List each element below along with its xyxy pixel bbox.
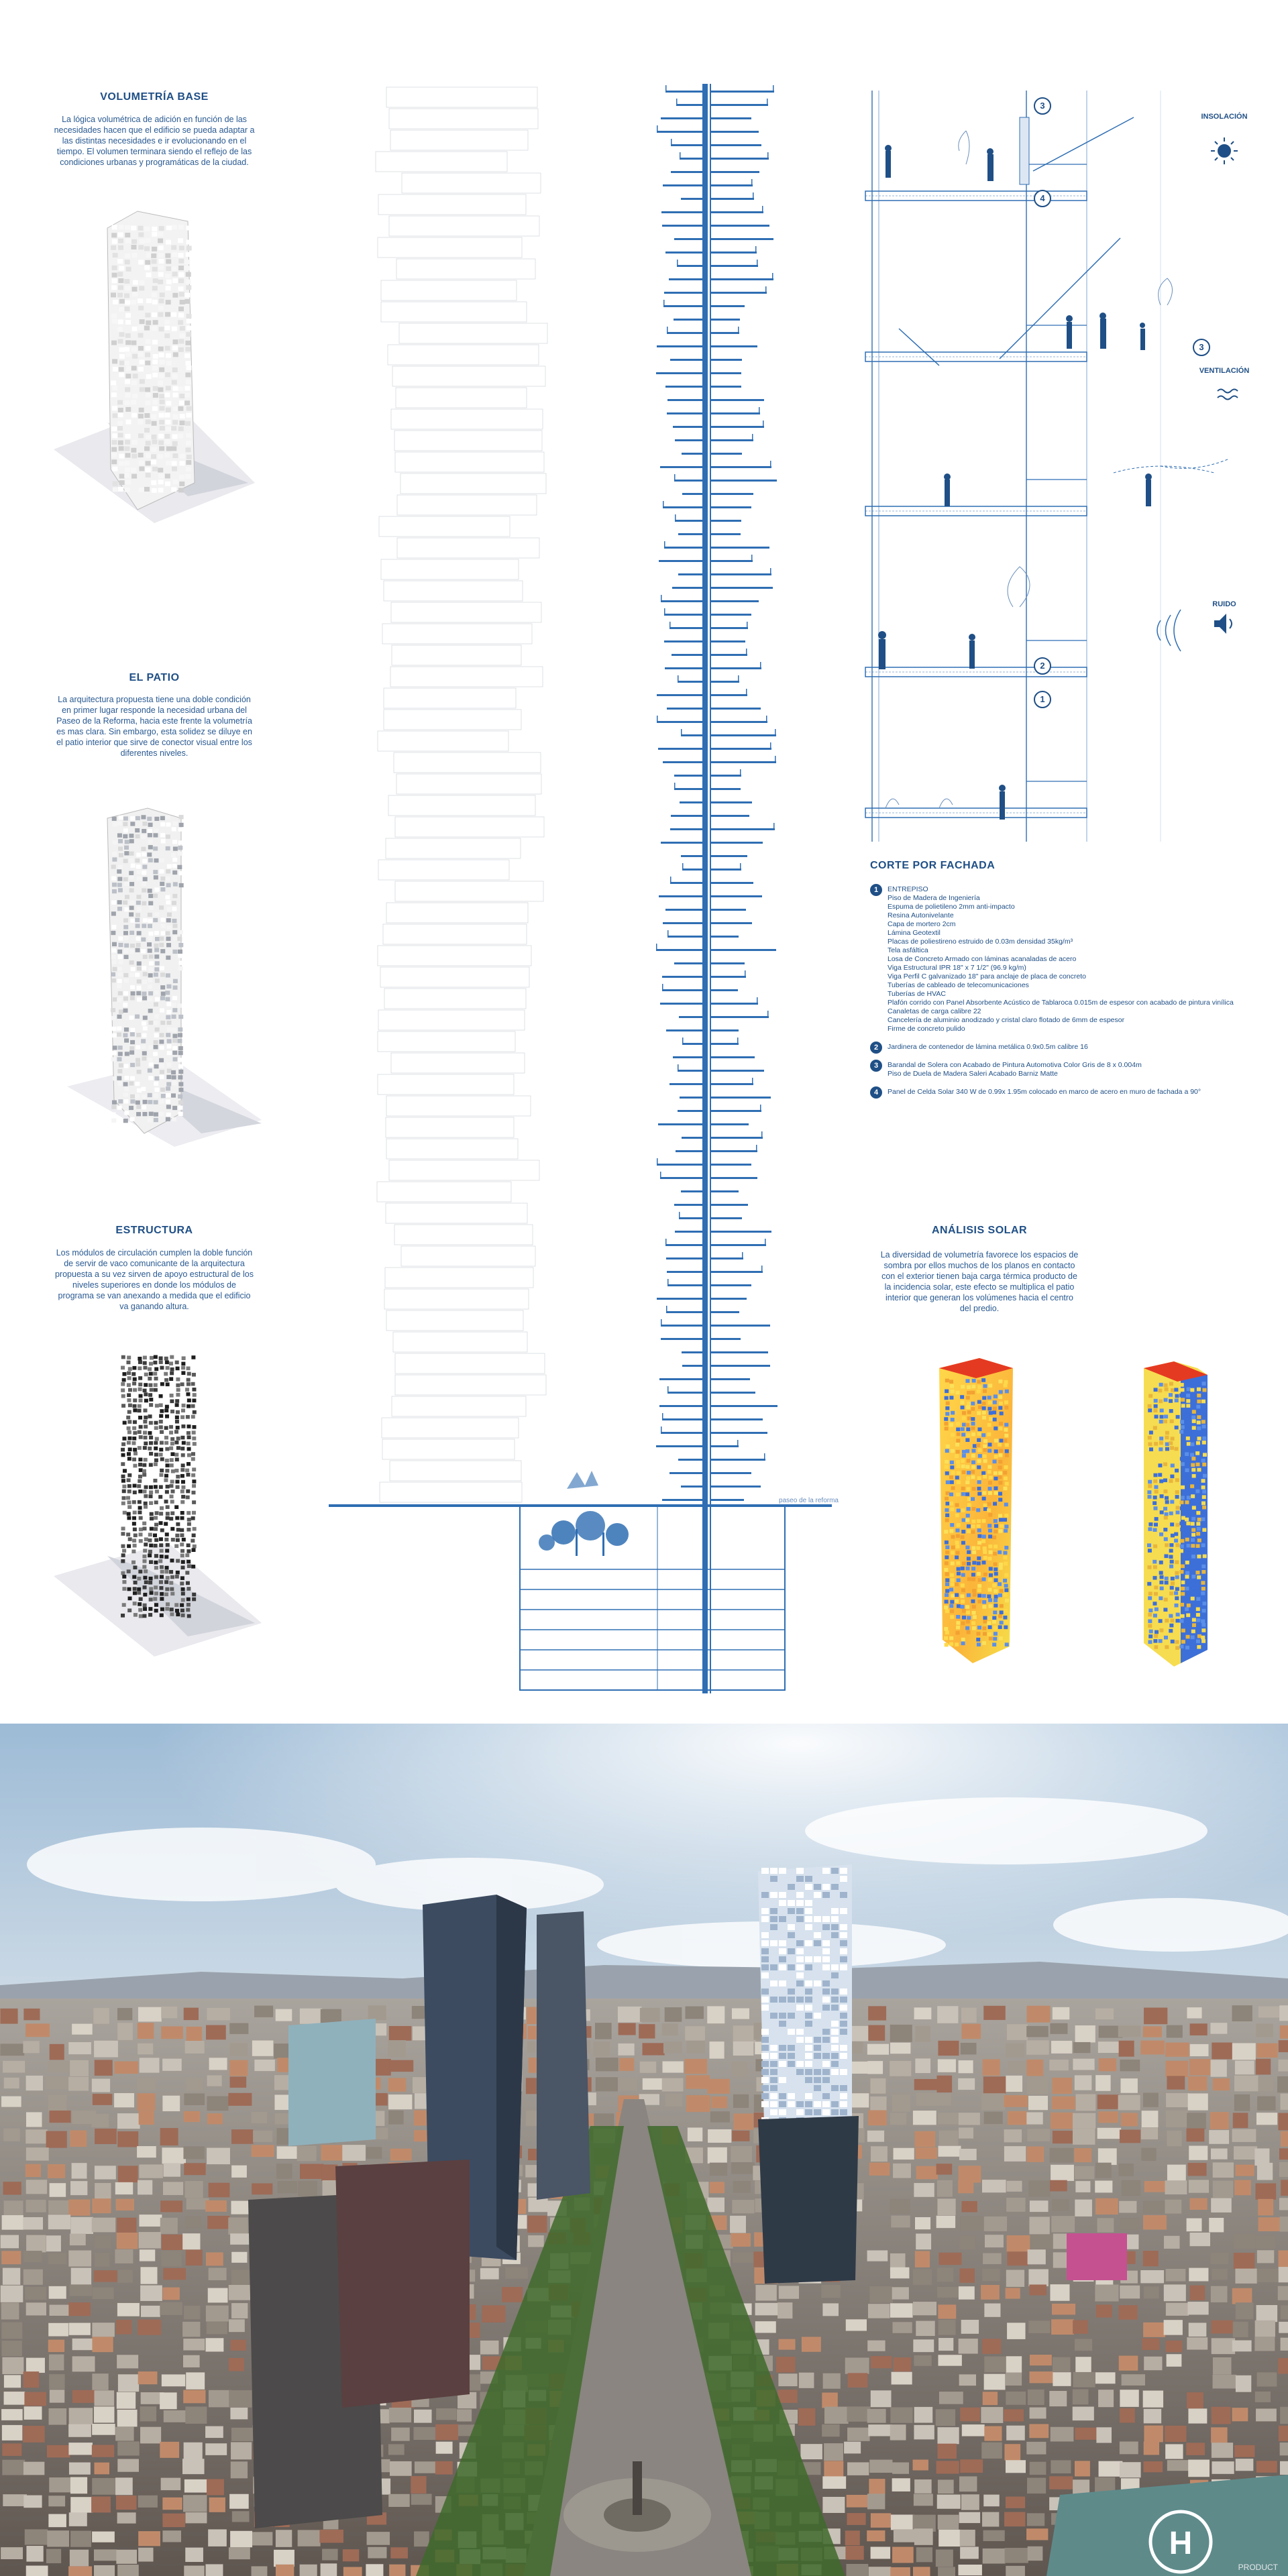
legend-line: Viga Perfil C galvanizado 18" para anclaje de placa de concreto [888, 972, 1086, 981]
watermark: PRODUCT [1238, 2563, 1278, 2572]
legend-line: Canaletas de carga calibre 22 [888, 1007, 981, 1015]
ventilacion-label: VENTILACIÓN [1199, 367, 1250, 375]
legend-line: Cancelería de aluminio anodizado y cristal claro flotado de 6mm de espesor [888, 1016, 1125, 1024]
ghost-facade-grid [376, 87, 547, 1502]
facade-badge-1: 1 [1034, 691, 1051, 708]
legend-line: Plafón corrido con Panel Absorbente Acústico de Tablaroca 0.015m de espesor con acabado de pintura vinílica [888, 999, 1234, 1007]
legend-line: Firme de concreto pulido [888, 1025, 965, 1033]
speaker-icon [1214, 614, 1232, 634]
central-core [702, 84, 708, 1693]
facade-detail-drawing [865, 91, 1275, 855]
legend-line: Piso de Madera de Ingeniería [888, 894, 980, 902]
solar-model-2 [1134, 1355, 1228, 1670]
people-figures [878, 145, 1152, 820]
patio-text: La arquitectura propuesta tiene una doble condición en primer lugar responde la necesidad urbana del Paseo de la Reforma, hacia este frente la volumetría es mas clara. Sin embargo, esta solidez se diluye en el patio interior que sirve de conector visual entre los diferentes niveles. [56, 695, 252, 758]
solar-model-1 [929, 1351, 1023, 1667]
volumetria-text: La lógica volumétrica de adición en función de las necesidades hacen que el edificio se pueda adaptar a las distintas necesidades e ir evolucionando en el tiempo. El volumen terminara siendo el reflejo de las condiciones urbanas y programáticas de la ciudad. [54, 115, 255, 167]
legend-line: Espuma de polietileno 2mm anti-impacto [888, 903, 1015, 911]
volumetria-title: VOLUMETRÍA BASE [100, 91, 209, 103]
patio-render [54, 805, 268, 1154]
legend-line: ENTREPISO [888, 885, 928, 893]
estructura-render [54, 1341, 268, 1677]
legend-number: 1 [870, 884, 882, 896]
legend-line: Resina Autonivelante [888, 911, 954, 919]
volumetria-render [54, 201, 255, 530]
legend-line: Tela asfáltica [888, 946, 928, 954]
insolacion-label: INSOLACIÓN [1201, 113, 1248, 121]
legend-group-3 [870, 1061, 1273, 1078]
wind-icon [1218, 390, 1238, 400]
legend-line: Panel de Celda Solar 340 W de 0.99x 1.95m colocado en marco de acero en muro de fachada a 90° [888, 1088, 1201, 1096]
core-inner-line [710, 84, 711, 1693]
proposed-tower [758, 1864, 852, 2153]
facade-legend [870, 885, 1273, 1106]
tower-section-drawing [322, 74, 839, 1697]
legend-line: Capa de mortero 2cm [888, 920, 956, 928]
legend-number: 2 [870, 1042, 882, 1054]
analisis-title: ANÁLISIS SOLAR [931, 1225, 1028, 1236]
floor-slabs [656, 85, 777, 1501]
ruido-label: RUIDO [1212, 600, 1236, 608]
helipad-letter: H [1169, 2526, 1193, 2561]
legend-line: Tuberías de HVAC [888, 990, 946, 998]
legend-line: Jardinera de contenedor de lámina metálica 0.9x0.5m calibre 16 [888, 1043, 1088, 1051]
plants [885, 131, 1173, 808]
legend-line: Viga Estructural IPR 18" x 7 1/2" (96.9 kg/m) [888, 964, 1026, 972]
legend-line: Piso de Duela de Madera Saleri Acabado Barniz Matte [888, 1070, 1058, 1078]
facade-title: CORTE POR FACHADA [870, 860, 996, 871]
legend-line: Lámina Geotextil [888, 929, 941, 937]
legend-number: 3 [870, 1060, 882, 1072]
city-aerial-photo [0, 1724, 1288, 2576]
analisis-text: La diversidad de volumetría favorece los espacios de sombra por ellos muchos de los planos en contacto con el exterior tienen baja carga térmica producto de la incidencia solar, este efecto se multiplica el patio interior que generan los volúmenes hacia el centro del predio. [880, 1250, 1079, 1313]
legend-line: Placas de poliestireno estruido de 0.03m densidad 35kg/m³ [888, 938, 1073, 946]
legend-group-2 [870, 1043, 1273, 1052]
sun-icon [1211, 137, 1238, 164]
street-label: paseo de la reforma [779, 1497, 839, 1504]
noise-waves [1157, 610, 1181, 651]
facade-slabs [865, 117, 1087, 818]
facade-badge-2: 2 [1034, 657, 1051, 675]
facade-badge-3-mid: 3 [1193, 339, 1210, 356]
legend-line: Barandal de Solera con Acabado de Pintura Automotiva Color Gris de 8 x 0.004m [888, 1061, 1142, 1069]
facade-badge-3-top: 3 [1034, 97, 1051, 115]
legend-line: Losa de Concreto Armado con láminas acanaladas de acero [888, 955, 1077, 963]
sun-rays [899, 117, 1134, 366]
legend-group-1 [870, 885, 1273, 1033]
estructura-title: ESTRUCTURA [115, 1225, 193, 1236]
wind-arrows [1114, 459, 1228, 473]
pink-building [1067, 2233, 1127, 2280]
patio-trees [539, 1471, 629, 1556]
patio-title: EL PATIO [129, 672, 180, 683]
legend-group-4 [870, 1088, 1273, 1097]
facade-badge-4: 4 [1034, 190, 1051, 207]
estructura-text: Los módulos de circulación cumplen la doble función de servir de vaco comunicante de la arquitectura propuesta a su vez sirven de apoyo estructural de los niveles superiores en donde los módulos de programa se van anexando a medida que el edificio va ganando altura. [54, 1248, 254, 1311]
legend-number: 4 [870, 1086, 882, 1099]
legend-line: Tuberías de cableado de telecomunicaciones [888, 981, 1029, 989]
